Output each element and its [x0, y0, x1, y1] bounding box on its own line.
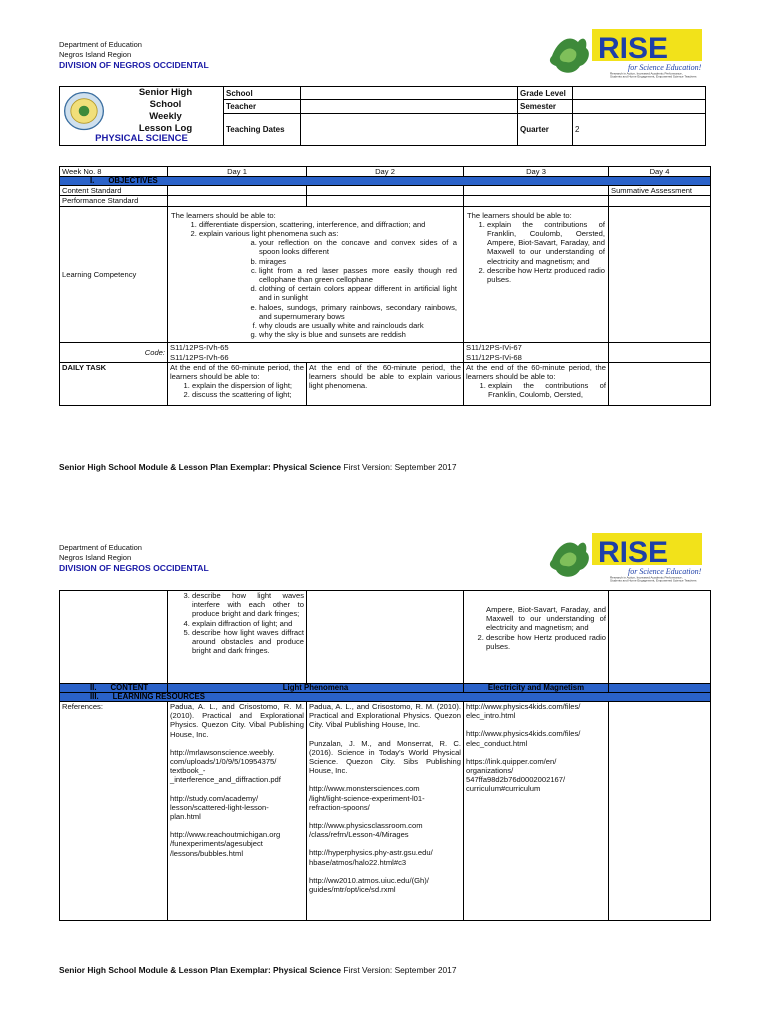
ref-day3-2[interactable]: http://www.physics4kids.com/files/ elec_conduct.html [466, 729, 581, 748]
cell [609, 196, 711, 206]
lc-subitem-e: e. haloes, sundogs, primary rainbows, secondary rainbows, and supernumerary bows [259, 303, 457, 321]
cell [307, 591, 464, 684]
lc-subitem-b: b. mirages [259, 257, 457, 266]
semester-value[interactable] [573, 100, 706, 113]
title-line-1: Senior High [138, 87, 193, 98]
info-table [59, 86, 706, 146]
page-2 [0, 512, 768, 1024]
cell [168, 186, 307, 196]
refs-day3 [464, 702, 609, 921]
cell [609, 362, 711, 405]
dt-day1-item-1: 1. explain the dispersion of light; [192, 381, 304, 390]
logo-fine-2: Students and Home Engagement, Empowered Science Teachers [610, 74, 697, 78]
cell [307, 186, 464, 196]
logo-fine-2-2: Students and Home Engagement, Empowered Science Teachers [610, 578, 697, 582]
cell [609, 684, 711, 693]
lc-day1-item-2 [199, 229, 457, 339]
quarter-value: 2 [573, 113, 706, 145]
lc-day1-item-1: 1. differentiate dispersion, scattering, interference, and diffraction; and [199, 220, 457, 229]
lc-day1-2 [168, 206, 464, 343]
footer [59, 462, 457, 472]
ref-day1-3[interactable]: http://study.com/academy/ lesson/scattered-light-lesson- plan.html [170, 793, 269, 822]
header-block-2 [59, 543, 209, 573]
content-bar [60, 684, 711, 693]
references-label: References: [60, 702, 168, 921]
title-cell [60, 87, 224, 146]
lc-day1-item-2-text: explain various light phenomena such as: [199, 229, 339, 239]
p2-day1-cont [168, 591, 307, 684]
resources-label: LEARNING RESOURCES [112, 692, 205, 701]
header-dept-2: Department of Education [59, 543, 142, 552]
cell [609, 343, 711, 362]
logo-tagline-2: for Science Education! [628, 567, 702, 576]
teacher-value[interactable] [301, 100, 518, 113]
refs-day1 [168, 702, 307, 921]
lc-subitem-c: c. light from a red laser passes more easily though red cellophane than green cellophane [259, 266, 457, 284]
ref-day2-2: Punzalan, J. M., and Monserrat, R. C. (2016). Science in Today's World Physical Science. Quezon City. Sibs Publishing House, Inc. [309, 738, 461, 776]
p2-day3-cont [464, 591, 609, 684]
cell [168, 196, 307, 206]
lc-subitem-f: f. why clouds are usually white and rainclouds dark [259, 321, 457, 330]
subject-title: PHYSICAL SCIENCE [95, 133, 188, 144]
content-label: CONTENT [110, 683, 149, 692]
dt-day2: At the end of the 60-minute period, the learners should be able to explain various light phenomena. [307, 362, 464, 405]
content-day12: Light Phenomena [168, 684, 464, 693]
resources-num: III. [90, 692, 99, 701]
objectives-num: I. [90, 176, 95, 186]
cell [609, 591, 711, 684]
dt-day3 [464, 362, 609, 405]
summative-assessment: Summative Assessment [609, 186, 711, 196]
ref-day2-4[interactable]: http://www.physicsclassroom.com /class/refrn/Lesson-4/Mirages [309, 821, 423, 840]
header-division: DIVISION OF NEGROS OCCIDENTAL [59, 60, 209, 70]
dt-day1-item-2: 2. discuss the scattering of light; [192, 390, 304, 399]
refs-day2 [307, 702, 464, 921]
deped-seal-icon [62, 89, 106, 133]
semester-label: Semester [518, 100, 573, 113]
logo-tagline: for Science Education! [628, 63, 702, 72]
grade-level-label: Grade Level [518, 87, 573, 100]
quarter-label: Quarter [518, 113, 573, 145]
cell [307, 196, 464, 206]
lc-day3-item-1: 1. explain the contributions of Franklin, Coulomb, Oersted, Ampere, Biot-Savart, Faraday, and Maxwell to our understanding of electricity and magnetism; and [487, 220, 605, 266]
cell [609, 206, 711, 343]
teaching-dates-label: Teaching Dates [224, 113, 301, 145]
logo-fine-1-2: Research in Action, Increased Academic Performance, [610, 575, 683, 580]
day-4-header: Day 4 [609, 167, 711, 177]
objectives-label: OBJECTIVES [108, 176, 158, 186]
objectives-bar [60, 177, 711, 186]
cell [609, 702, 711, 921]
lc-subitem-g: g. why the sky is blue and sunsets are reddish [259, 330, 457, 339]
dt-day1-intro: At the end of the 60-minute period, the learners should be able to: [170, 362, 304, 382]
logo-word-2: RISE [598, 536, 669, 569]
footer-2 [59, 965, 457, 975]
ref-day2-5[interactable]: http://hyperphysics.phy-astr.gsu.edu/ hbase/atmos/halo22.html#c3 [309, 848, 433, 867]
footer-bold-2: Senior High School Module & Lesson Plan Exemplar: Physical Science [59, 965, 342, 975]
ref-day1-2[interactable]: http://mrlawsonscience.weebly. com/uploads/1/0/9/5/10954375/ textbook_- _interference_and_diffraction.pdf [170, 747, 281, 785]
ref-day2-3[interactable]: http://www.monstersciences.com /light/light-science-experiment-l01- refraction-spoons/ [309, 784, 425, 812]
p2-day1-item-3: 3. describe how light waves interfere with each other to produce bright and dark fringes; [192, 591, 304, 619]
content-num: II. [90, 683, 97, 692]
lesson-plan-table [59, 166, 711, 406]
p2-day3-item-2: 2. describe how Hertz produced radio pulses. [486, 633, 606, 651]
ref-day1-4[interactable]: http://www.reachoutmichigan.org /funexperiments/agesubject /lessons/bubbles.html [170, 830, 281, 858]
header-region-2: Negros Island Region [59, 553, 132, 562]
content-standard-label: Content Standard [60, 186, 168, 196]
lc-day3-item-2: 2. describe how Hertz produced radio pulses. [487, 266, 605, 284]
title-line-3: Weekly [149, 111, 182, 122]
lc-day1-intro: The learners should be able to: [171, 210, 276, 220]
resources-bar [60, 693, 711, 702]
lc-day3 [464, 206, 609, 343]
dt-day3-item-1: 1. explain the contributions of Franklin, Coulomb, Oersted, [488, 381, 606, 399]
school-label: School [224, 87, 301, 100]
teaching-dates-value[interactable] [301, 113, 518, 145]
code-label: Code: [60, 343, 168, 362]
dt-day3-intro: At the end of the 60-minute period, the learners should be able to: [466, 362, 606, 382]
ref-day1-1: Padua, A. L., and Crisostomo, R. M. (2010). Practical and Explorational Physics. Quezon City. Vibal Publishing House, Inc. [170, 702, 304, 739]
rise-logo [548, 26, 706, 78]
day-1-header: Day 1 [168, 167, 307, 177]
footer-bold: Senior High School Module & Lesson Plan Exemplar: Physical Science [59, 462, 342, 472]
grade-level-value[interactable] [573, 87, 706, 100]
p2-day3-text: Ampere, Biot-Savart, Faraday, and Maxwell to our understanding of electricity and magnetism; and [486, 605, 606, 633]
performance-standard-label: Performance Standard [60, 196, 168, 206]
ref-day2-1: Padua, A. L., and Crisostomo, R. M. (2010). Practical and Explorational Physics. Quezon City. Vibal Publishing House, Inc. [309, 702, 461, 730]
header-region: Negros Island Region [59, 50, 132, 59]
content-day3: Electricity and Magnetism [464, 684, 609, 693]
cell [464, 196, 609, 206]
teacher-label: Teacher [224, 100, 301, 113]
title-line-4: Lesson Log [138, 123, 193, 134]
header-division-2: DIVISION OF NEGROS OCCIDENTAL [59, 563, 209, 573]
lc-subitem-a: a. your reflection on the concave and convex sides of a spoon looks different [259, 238, 457, 256]
title-line-2: School [149, 99, 182, 110]
footer-normal-2: First Version: September 2017 [341, 965, 457, 975]
learning-competency-label: Learning Competency [60, 206, 168, 343]
cell [464, 186, 609, 196]
p2-day1-item-5: 5. describe how light waves diffract around obstacles and produce bright and dark fringes. [192, 628, 304, 656]
code-day1: S11/12PS-IVh-65 S11/12PS-IVh-66 [168, 343, 464, 362]
day-3-header: Day 3 [464, 167, 609, 177]
ref-day3-3[interactable]: https://link.quipper.com/en/ organizations/ 547ffa98d2b76d0002002167/ curriculum#curriculum [466, 756, 566, 794]
cell [60, 591, 168, 684]
footer-normal: First Version: September 2017 [341, 462, 457, 472]
daily-task-label: DAILY TASK [60, 362, 168, 405]
rise-logo-2 [548, 530, 706, 582]
day-2-header: Day 2 [307, 167, 464, 177]
ref-day3-1[interactable]: http://www.physics4kids.com/files/ elec_intro.html [466, 702, 581, 721]
lesson-plan-table-2 [59, 590, 711, 921]
school-value[interactable] [301, 87, 518, 100]
week-label: Week No. 8 [60, 167, 168, 177]
ref-day2-6[interactable]: http://ww2010.atmos.uiuc.edu/(Gh)/ guides/mtr/opt/ice/sd.rxml [309, 875, 429, 895]
logo-fine-1: Research in Action, Increased Academic Performance, [610, 71, 683, 76]
lc-subitem-d: d. clothing of certain colors appear different in artificial light and in sunlight [259, 284, 457, 302]
code-day3: S11/12PS-IVi-67 S11/12PS-IVi-68 [464, 343, 609, 362]
dt-day1 [168, 362, 307, 405]
lc-day3-intro: The learners should be able to: [467, 210, 572, 220]
logo-word: RISE [598, 32, 669, 65]
header-dept: Department of Education [59, 40, 142, 49]
p2-day1-item-4: 4. explain diffraction of light; and [192, 619, 304, 628]
header-block [59, 40, 209, 70]
